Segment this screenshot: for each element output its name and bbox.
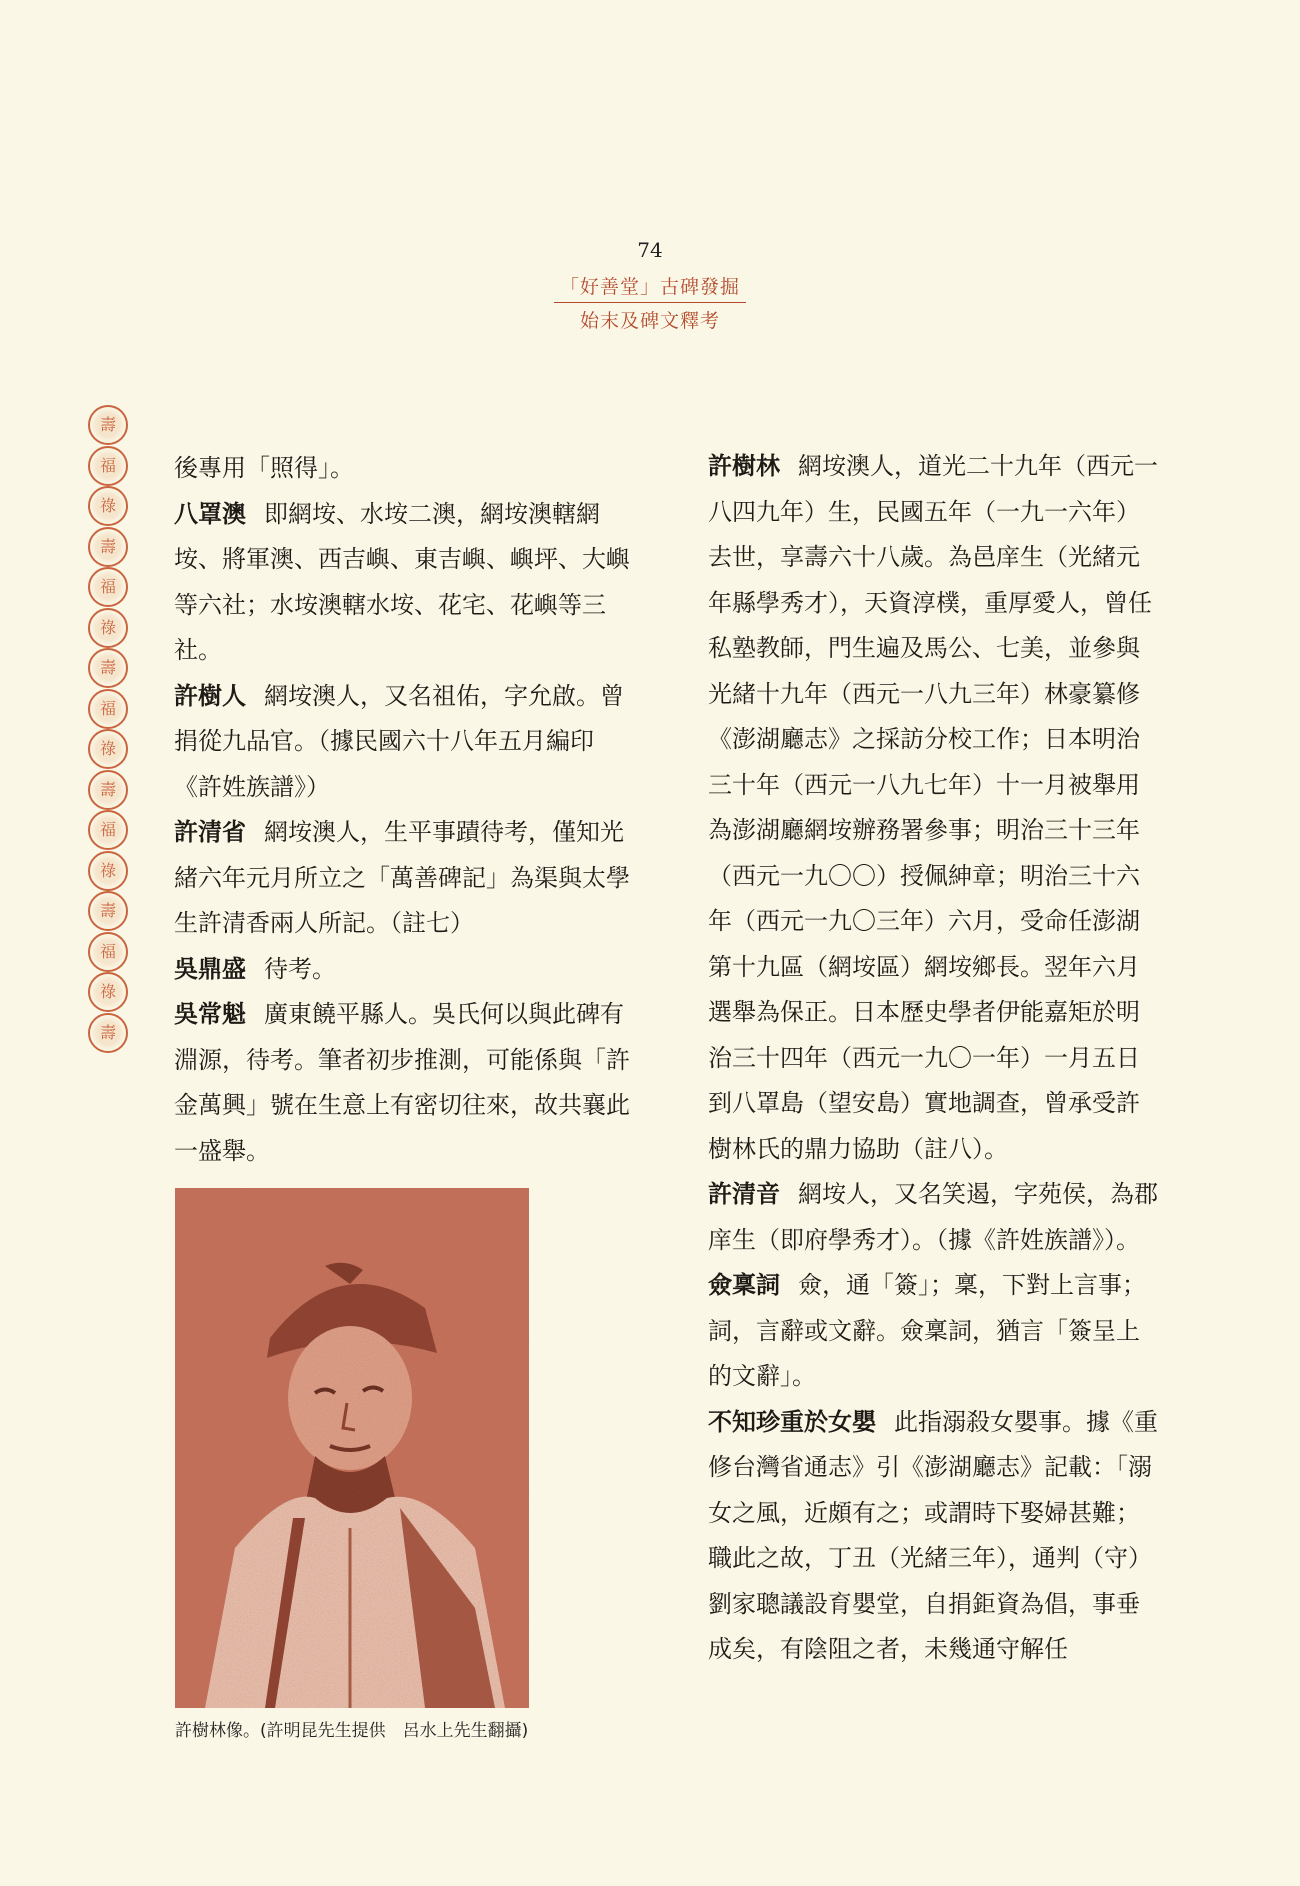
seal-stamp-icon: 壽 [88, 648, 128, 688]
seal-stamp-icon: 祿 [88, 486, 128, 526]
glossary-text: 待考。 [264, 954, 336, 983]
seal-stamp-icon: 祿 [88, 972, 128, 1012]
left-text-column [174, 446, 634, 1174]
glossary-entry [174, 992, 634, 1174]
glossary-entry [174, 492, 634, 674]
seal-stamp-icon: 福 [88, 567, 128, 607]
glossary-term: 不知珍重於女嬰 [708, 1407, 876, 1436]
glossary-text: 廣東饒平縣人。吳氏何以與此碑有淵源，待考。筆者初步推測，可能係與「許金萬興」號在生意上有密切往來，故共襄此一盛舉。 [174, 1000, 630, 1165]
glossary-term: 吳鼎盛 [174, 954, 246, 983]
seal-stamp-icon: 福 [88, 932, 128, 972]
seal-stamp-icon: 福 [88, 446, 128, 486]
glossary-entry [174, 810, 634, 947]
right-text-column [708, 444, 1160, 1673]
header-title-line2: 始末及碑文釋考 [579, 310, 720, 332]
glossary-term: 僉稟詞 [708, 1271, 780, 1299]
page-number: 74 [637, 238, 663, 262]
glossary-text: 後專用「照得」。 [174, 454, 354, 482]
seal-stamp-icon: 祿 [88, 608, 128, 648]
seal-stamp-icon: 福 [88, 689, 128, 729]
header-title-line1: 「好善堂」古碑發掘 [554, 272, 746, 303]
seal-stamp-icon: 壽 [88, 527, 128, 567]
glossary-text: 此指溺殺女嬰事。據《重修台灣省通志》引《澎湖廳志》記載：「溺女之風，近頗有之；或謂時下娶婦甚難；職此之故，丁丑（光緒三年），通判（守）劉家聰議設育嬰堂，自捐鉅資為倡，事垂成矣，有陰阻之者，未幾通守解任 [708, 1407, 1158, 1663]
glossary-entry [708, 1400, 1160, 1673]
glossary-entry [174, 947, 634, 993]
glossary-text: 即網垵、水垵二澳，網垵澳轄網垵、將軍澳、西吉嶼、東吉嶼、嶼坪、大嶼等六社；水垵澳轄水垵、花宅、花嶼等三社。 [174, 499, 630, 664]
glossary-term: 許樹人 [174, 681, 246, 710]
seal-decoration-column [88, 405, 134, 1053]
glossary-entry [174, 674, 634, 811]
seal-stamp-icon: 壽 [88, 405, 128, 445]
glossary-entry [708, 1263, 1160, 1400]
glossary-text: 網垵人，又名笑遏，字苑侯，為郡庠生（即府學秀才）。（據《許姓族譜》）。 [708, 1180, 1158, 1254]
seal-stamp-icon: 壽 [88, 891, 128, 931]
glossary-text: 僉，通「簽」；稟，下對上言事；詞，言辭或文辭。僉稟詞，猶言「簽呈上的文辭」。 [708, 1271, 1146, 1390]
glossary-entry [708, 1172, 1160, 1263]
seal-stamp-icon: 祿 [88, 729, 128, 769]
glossary-term: 吳常魁 [174, 1000, 246, 1028]
seal-stamp-icon: 壽 [88, 1013, 128, 1053]
portrait-photo [175, 1188, 529, 1708]
photo-caption: 許樹林像。(許明昆先生提供 呂水上先生翻攝) [175, 1721, 529, 1741]
glossary-term: 八罩澳 [174, 499, 246, 528]
glossary-term: 許清音 [708, 1180, 780, 1208]
seal-stamp-icon: 祿 [88, 851, 128, 891]
glossary-entry [708, 444, 1160, 1172]
glossary-term: 許樹林 [708, 452, 780, 480]
portrait-illustration [175, 1188, 529, 1708]
running-header [0, 238, 1300, 333]
glossary-text: 網垵澳人，又名祖佑，字允啟。曾捐從九品官。（據民國六十八年五月編印《許姓族譜》） [174, 681, 624, 801]
glossary-entry [174, 446, 634, 492]
glossary-text: 網垵澳人，道光二十九年（西元一八四九年）生，民國五年（一九一六年）去世，享壽六十八歲。為邑庠生（光緒元年縣學秀才），天資淳樸，重厚愛人，曾任私塾教師，門生遍及馬公、七美，並參與光緒十九年（西元一八九三年）林豪纂修《澎湖廳志》之採訪分校工作；日本明治三十年（西元一八九七年）十一月被舉用為澎湖廳網垵辦務署參事；明治三十三年（西元一九〇〇）授佩紳章；明治三十六年（西元一九〇三年）六月，受命任澎湖第十九區（網垵區）網垵鄉長。翌年六月選舉為保正。日本歷史學者伊能嘉矩於明治三十四年（西元一九〇一年）一月五日到八罩島（望安島）實地調查，曾承受許樹林氏的鼎力協助（註八）。 [708, 452, 1158, 1163]
seal-stamp-icon: 壽 [88, 770, 128, 810]
glossary-term: 許清省 [174, 818, 246, 846]
seal-stamp-icon: 福 [88, 810, 128, 850]
glossary-text: 網垵澳人，生平事蹟待考，僅知光緒六年元月所立之「萬善碑記」為渠與太學生許清香兩人所記。（註七） [174, 818, 630, 937]
